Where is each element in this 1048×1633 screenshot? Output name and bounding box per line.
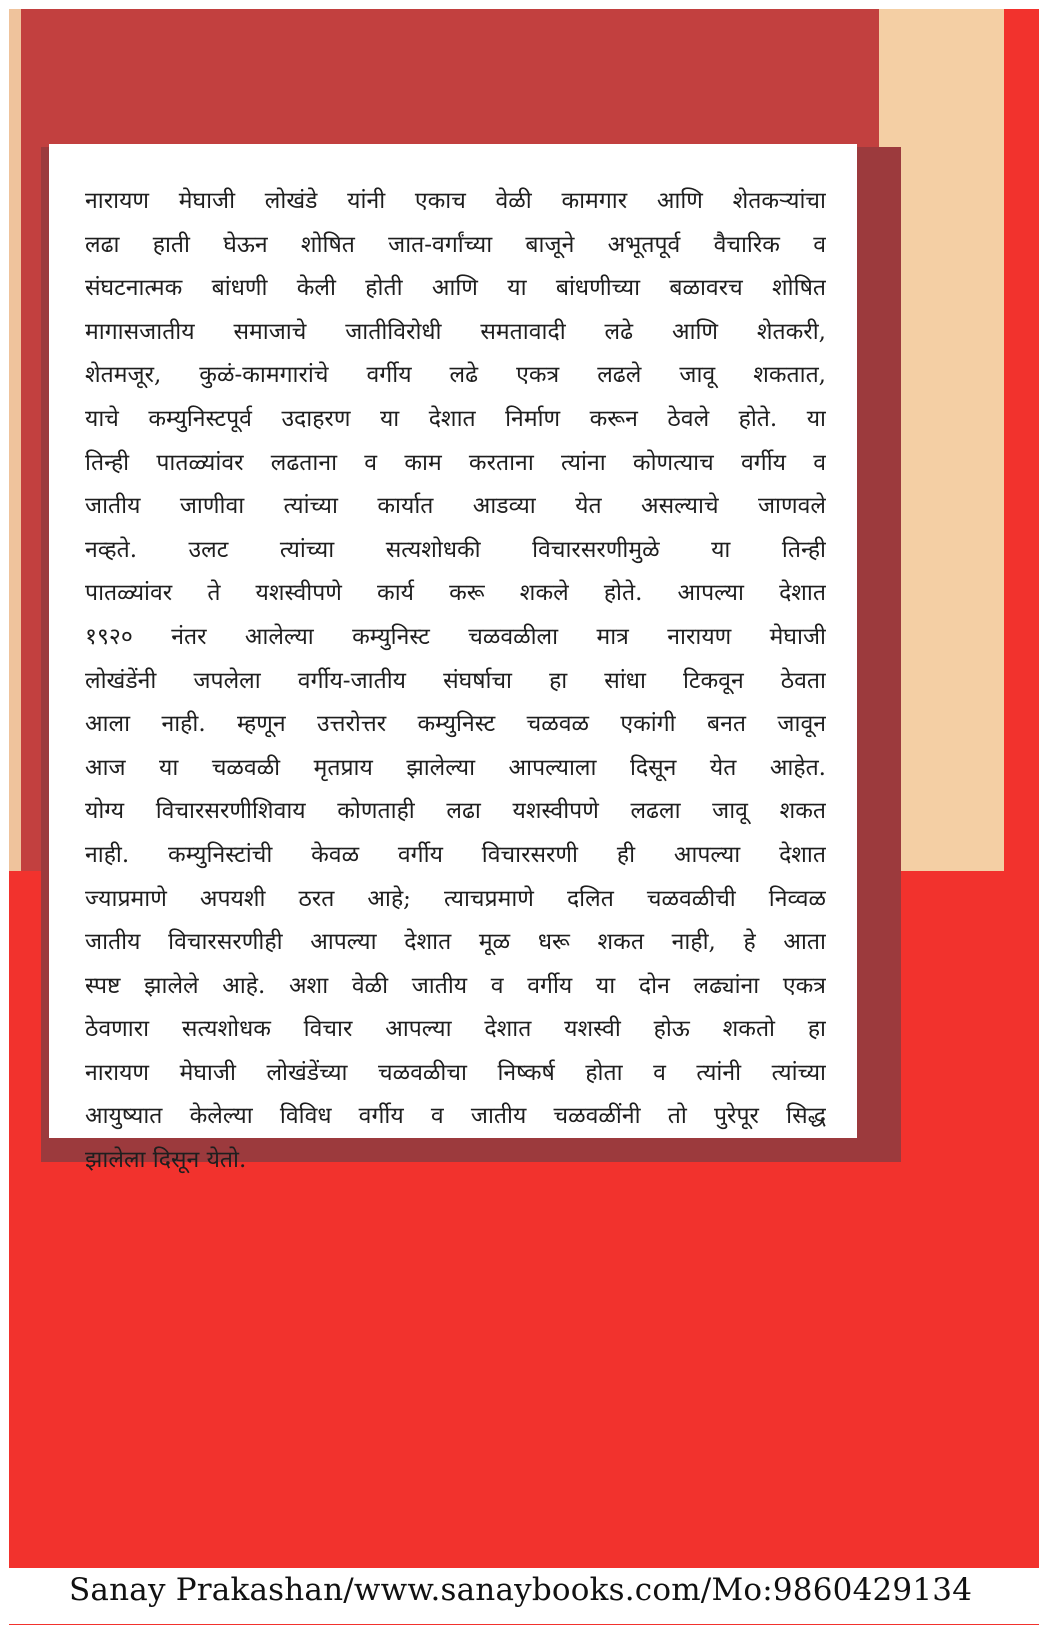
blurb-line: नाही. कम्युनिस्टांची केवळ वर्गीय विचारसरणी ही आपल्या देशात [85,841,826,868]
blurb-line: झालेला दिसून येतो. [85,1147,247,1174]
blurb-line: तिन्ही पातळ्यांवर लढताना व काम करताना त्यांना कोणत्याच वर्गीय व [85,449,826,476]
publisher-contact-text: Sanay Prakashan/www.sanaybooks.com/Mo:9860429134 [69,1572,973,1608]
blurb-line: पातळ्यांवर ते यशस्वीपणे कार्य करू शकले होते. आपल्या देशात [85,580,826,607]
blurb-line: जातीय जाणीवा त्यांच्या कार्यात आडव्या येत असल्याचे जाणवले [85,493,826,520]
blurb-line: आज या चळवळी मृतप्राय झालेल्या आपल्याला दिसून येत आहेत. [85,754,826,781]
blurb-line: मागासजातीय समाजाचे जातीविरोधी समतावादी लढे आणि शेतकरी, [85,318,826,345]
blurb-line: संघटनात्मक बांधणी केली होती आणि या बांधणीच्या बळावरच शोषित [85,275,826,302]
blurb-line: नव्हते. उलट त्यांच्या सत्यशोधकी विचारसरणीमुळे या तिन्ही [85,536,826,563]
blurb-line: याचे कम्युनिस्टपूर्व उदाहरण या देशात निर्माण करून ठेवले होते. या [85,405,826,432]
blurb-line: शेतमजूर, कुळं-कामगारांचे वर्गीय लढे एकत्र लढले जावू शकतात, [85,362,826,389]
red-right-edge [1004,9,1039,1625]
blurb-line: नारायण मेघाजी लोखंडेंच्या चळवळीचा निष्कर्ष होता व त्यांनी त्यांच्या [85,1059,826,1086]
book-back-cover [9,9,1039,1625]
blurb-line: योग्य विचारसरणीशिवाय कोणताही लढा यशस्वीपणे लढला जावू शकत [85,798,826,825]
blurb-line: ज्याप्रमाणे अपयशी ठरत आहे; त्याचप्रमाणे दलित चळवळीची निव्वळ [85,885,826,912]
publisher-footer [0,1568,1048,1624]
blurb-line: १९२० नंतर आलेल्या कम्युनिस्ट चळवळीला मात्र नारायण मेघाजी [85,623,826,650]
blurb-paragraph [85,180,826,1183]
blurb-line: नारायण मेघाजी लोखंडे यांनी एकाच वेळी कामगार आणि शेतकऱ्यांचा [85,188,826,214]
blurb-line: जातीय विचारसरणीही आपल्या देशात मूळ धरू शकत नाही, हे आता [85,929,826,956]
blurb-line: स्पष्ट झालेले आहे. अशा वेळी जातीय व वर्गीय या दोन लढ्यांना एकत्र [85,972,826,999]
blurb-line: ठेवणारा सत्यशोधक विचार आपल्या देशात यशस्वी होऊ शकतो हा [85,1016,826,1043]
blurb-line: आला नाही. म्हणून उत्तरोत्तर कम्युनिस्ट चळवळ एकांगी बनत जावून [85,711,826,738]
beige-left-strip [9,9,21,871]
blurb-line: लढा हाती घेऊन शोषित जात-वर्गांच्या बाजूने अभूतपूर्व वैचारिक व [85,231,826,258]
blurb-line: आयुष्यात केलेल्या विविध वर्गीय व जातीय चळवळींनी तो पुरेपूर सिद्ध [85,1103,826,1130]
blurb-line: लोखंडेंनी जपलेला वर्गीय-जातीय संघर्षाचा हा सांधा टिकवून ठेवता [85,667,826,694]
blurb-text-box [49,144,857,1174]
